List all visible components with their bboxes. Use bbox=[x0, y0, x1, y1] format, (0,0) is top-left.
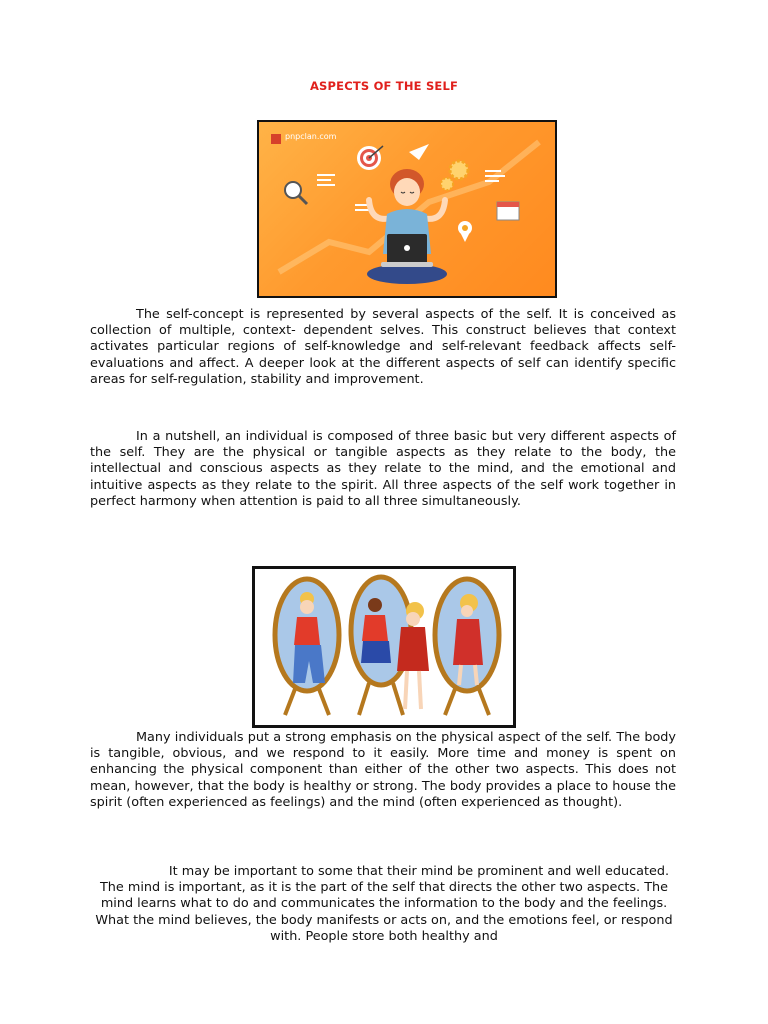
gear-icon bbox=[441, 161, 468, 190]
logo-text: pnpclan.com bbox=[285, 132, 337, 141]
target-icon bbox=[357, 146, 383, 170]
document-title: ASPECTS OF THE SELF bbox=[309, 79, 459, 93]
paper-plane-icon bbox=[409, 144, 429, 160]
paragraph-4-text: It may be important to some that their mind be prominent and well educated. The mind is important, as it is the part of the self that directs the other two aspects. The mind learns what to do and communicates the information to the body and the feelings. What the mind believes, the body manifests or acts on, and the emotions feel, or respond with. People store both healthy and bbox=[95, 864, 673, 944]
paragraph-2-text: In a nutshell, an individual is composed of three basic but very different aspects of the self. They are the physical or tangible aspects as they relate to the body, the intellectual and conscious aspects as they relate to the mind, and the emotional and intuitive aspects as they relate to the spirit. All three aspects of the self work together in perfect harmony when attention is paid to all three simultaneously. bbox=[90, 429, 676, 509]
logo-icon bbox=[271, 134, 281, 144]
paragraph-1-text: The self-concept is represented by several aspects of the self. It is conceived as collection of multiple, context- dependent selves. This construct believes that context activates particular regions of self-knowledge and self-relevant feedback affects self-evaluations and affect. A deeper look at the different aspects of self can identify specific areas for self-regulation, stability and improvement. bbox=[90, 307, 676, 387]
paragraph-4 bbox=[88, 864, 680, 945]
left-mirror bbox=[275, 579, 339, 715]
right-mirror bbox=[435, 579, 499, 715]
paragraph-3-text: Many individuals put a strong emphasis on the physical aspect of the self. The body is tangible, obvious, and we respond to it easily. More time and money is spent on enhancing the physical component than either of the other two aspects. This does not mean, however, that the body is healthy or strong. The body provides a place to house the spirit (often experienced as feelings) and the mind (often experienced as thought). bbox=[90, 730, 676, 810]
location-pin-icon bbox=[458, 221, 472, 242]
magnifier-icon bbox=[285, 182, 307, 204]
calendar-icon bbox=[497, 202, 519, 220]
mirrors-illustration bbox=[252, 566, 516, 728]
paragraph-1 bbox=[90, 307, 676, 388]
meditation-illustration-art bbox=[259, 122, 555, 296]
paragraph-3 bbox=[90, 730, 676, 811]
paragraph-2 bbox=[90, 429, 676, 510]
mirrors-illustration-art bbox=[255, 569, 513, 725]
meditation-illustration bbox=[257, 120, 557, 298]
meditating-person bbox=[367, 169, 447, 284]
